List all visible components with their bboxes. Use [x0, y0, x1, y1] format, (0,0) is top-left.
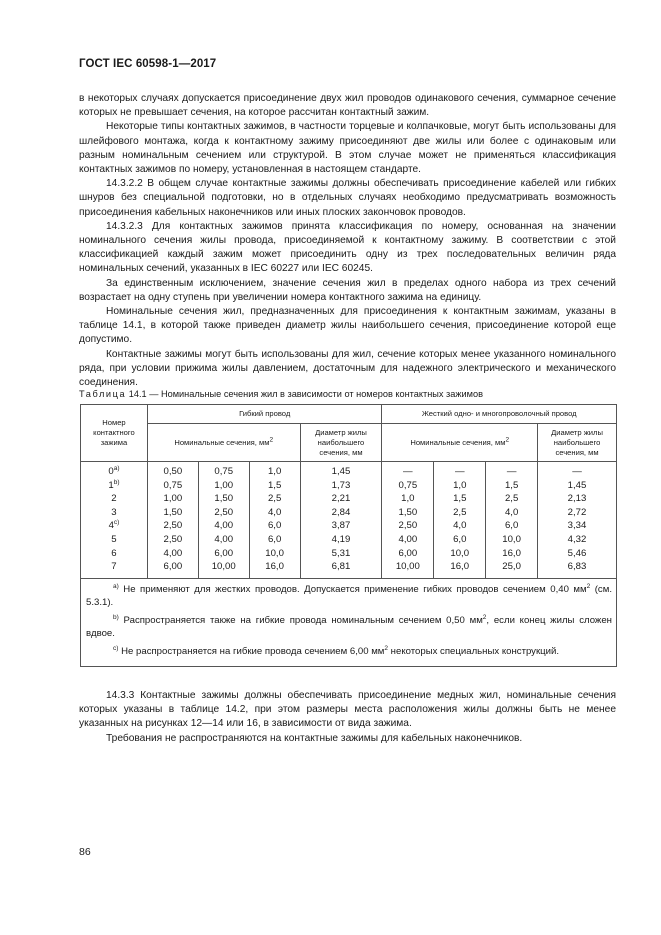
paragraph: 14.3.3 Контактные зажимы должны обеспечивать присоединение медных жил, номинальные сечения которых указаны в таблице 14.2, при этом размеры места расположения жилы должны быть не менее указанных на рисунках 12—14 или 16, в зависимости от вида зажима. — [79, 690, 616, 730]
cell-rigid-section: — — [382, 462, 434, 479]
table-caption-label: Таблица — [79, 389, 127, 399]
paragraph: в некоторых случаях допускается присоединение двух жил проводов одинакового сечения, суммарное сечение которых не превышает сечения, на которое рассчитан контактный зажим. — [79, 93, 616, 119]
cell-rigid-section: 6,00 — [382, 547, 434, 561]
page-number: 86 — [79, 846, 91, 858]
terminal-number: 3 — [111, 506, 117, 518]
footnote-exponent: 2 — [384, 644, 389, 652]
cell-terminal-number — [81, 547, 148, 561]
cell-rigid-section: — — [434, 462, 486, 479]
table-row — [81, 492, 617, 506]
cell-rigid-section: 1,5 — [434, 492, 486, 506]
cell-rigid-section: 4,00 — [382, 533, 434, 547]
cell-flex-section: 2,50 — [198, 506, 249, 520]
cell-flex-section: 10,00 — [198, 560, 249, 578]
table-caption — [79, 389, 483, 399]
table-row — [81, 519, 617, 533]
cell-flex-section: 10,0 — [249, 547, 300, 561]
cell-rigid-section: 1,50 — [382, 506, 434, 520]
cell-terminal-number — [81, 506, 148, 520]
cell-rigid-diameter: 1,45 — [538, 479, 617, 493]
header-flex-nominal-text: Номинальные сечения, мм — [174, 437, 270, 447]
paragraph: Контактные зажимы могут быть использованы для жил, сечение которых менее указанного номинального ряда, при условии прижима жилы давлением, достаточным для надежного электрического и механического соединения. — [79, 348, 616, 389]
cell-rigid-section: 10,0 — [486, 533, 538, 547]
cell-rigid-section: 2,5 — [486, 492, 538, 506]
footnote-marker: b) — [113, 613, 119, 621]
cell-flex-section: 4,00 — [198, 519, 249, 533]
cell-flex-section: 1,50 — [198, 492, 249, 506]
cell-rigid-diameter: 3,34 — [538, 519, 617, 533]
document-header: ГОСТ IEC 60598-1—2017 — [79, 58, 217, 70]
cell-flex-section: 1,00 — [147, 492, 198, 506]
table-row — [81, 506, 617, 520]
table-row — [81, 479, 617, 493]
cell-flex-section: 6,00 — [198, 547, 249, 561]
footnote-exponent: 2 — [586, 582, 591, 590]
terminal-number: 4 — [108, 520, 114, 532]
footnote-marker: c) — [113, 519, 120, 527]
cell-rigid-diameter: — — [538, 462, 617, 479]
cell-flex-diameter: 4,19 — [300, 533, 382, 547]
footnote-text: , если конец жилы сложен вдвое. — [86, 614, 612, 639]
cell-flex-diameter: 1,45 — [300, 462, 382, 479]
cell-flex-section: 16,0 — [249, 560, 300, 578]
paragraph: За единственным исключением, значение сечения жил в пределах одного набора из трех сечений возрастает на одну ступень при увеличении номера контактного зажима на единицу. — [79, 277, 616, 303]
footnote-text: некоторых специальных конструкций. — [388, 645, 560, 657]
cell-rigid-diameter: 5,46 — [538, 547, 617, 561]
table-caption-text: 14.1 — Номинальные сечения жил в зависимости от номеров контактных зажимов — [126, 389, 483, 399]
cell-flex-section: 6,0 — [249, 519, 300, 533]
cell-rigid-section: 2,50 — [382, 519, 434, 533]
footnote-c — [86, 645, 612, 658]
header-rigid-diameter: Диаметр жилы наибольшего сечения, мм — [538, 424, 617, 462]
footnote-text: Не распространяется на гибкие провода сечением 6,00 мм — [118, 645, 385, 657]
header-rigid-nominal — [382, 424, 538, 462]
cell-rigid-section: 4,0 — [486, 506, 538, 520]
cell-flex-section: 0,75 — [147, 479, 198, 493]
cell-rigid-section: 16,0 — [486, 547, 538, 561]
cell-terminal-number — [81, 492, 148, 506]
cell-rigid-section: 2,5 — [434, 506, 486, 520]
cell-terminal-number — [81, 462, 148, 479]
table-row — [81, 547, 617, 561]
cell-terminal-number — [81, 519, 148, 533]
cell-flex-section: 1,5 — [249, 479, 300, 493]
footnote-marker: c) — [113, 644, 119, 652]
table-row — [81, 462, 617, 479]
cell-flex-diameter: 3,87 — [300, 519, 382, 533]
cell-rigid-diameter: 2,72 — [538, 506, 617, 520]
cell-terminal-number — [81, 560, 148, 578]
table-row — [81, 560, 617, 578]
cell-rigid-section: 16,0 — [434, 560, 486, 578]
cell-flex-diameter: 2,84 — [300, 506, 382, 520]
footnote-text: (см. 5.3.1). — [86, 583, 612, 608]
cell-flex-section: 1,50 — [147, 506, 198, 520]
paragraph: 14.3.2.2 В общем случае контактные зажимы должны обеспечивать присоединение кабелей или гибких шнуров без специальной подготовки, но в отдельных случаях необходимо предусматривать возможность присоединения кабельных наконечников или иных плоских закончовок проводов. — [79, 178, 616, 218]
cell-rigid-diameter: 2,13 — [538, 492, 617, 506]
terminal-number: 6 — [111, 547, 117, 559]
unit-exponent: 2 — [505, 435, 510, 443]
cross-section-table — [80, 404, 617, 667]
cell-terminal-number — [81, 533, 148, 547]
cell-flex-diameter: 5,31 — [300, 547, 382, 561]
cell-flex-section: 6,00 — [147, 560, 198, 578]
cell-flex-section: 2,5 — [249, 492, 300, 506]
terminal-number: 7 — [111, 561, 117, 573]
cell-flex-diameter: 1,73 — [300, 479, 382, 493]
cell-rigid-section: 1,0 — [434, 479, 486, 493]
header-flex-nominal — [147, 424, 300, 462]
cell-flex-section: 4,00 — [198, 533, 249, 547]
header-rigid: Жесткий одно- и многопроволочный провод — [382, 405, 617, 424]
table-footnotes — [81, 578, 617, 666]
body-text-top — [79, 92, 616, 390]
header-rigid-nominal-text: Номинальные сечения, мм — [410, 437, 506, 447]
cell-rigid-section: 1,0 — [382, 492, 434, 506]
footnote-a — [86, 583, 612, 609]
cell-flex-section: 6,0 — [249, 533, 300, 547]
terminal-number: 1 — [108, 479, 114, 491]
terminal-number: 0 — [108, 466, 114, 477]
footnote-marker: a) — [113, 464, 120, 472]
unit-exponent: 2 — [269, 435, 274, 443]
terminal-number: 5 — [111, 533, 117, 545]
paragraph: 14.3.2.3 Для контактных зажимов принята классификация по номеру, основанная на значении номинального сечения жилы провода, присоединяемой к контактному зажиму. В соответствии с этой классификацией каждый зажим может присоединить одну из трех последовательных величин ряда номинальных сечений, указанных в IEC 60227 или IEC 60245. — [79, 220, 616, 275]
cell-flex-section: 1,0 — [249, 462, 300, 479]
header-terminal-number: Номер контактного зажима — [81, 405, 148, 462]
cell-flex-section: 1,00 — [198, 479, 249, 493]
cell-flex-diameter: 2,21 — [300, 492, 382, 506]
cell-rigid-section: 10,00 — [382, 560, 434, 578]
cell-flex-section: 0,50 — [147, 462, 198, 479]
footnote-marker: b) — [113, 478, 120, 486]
cell-rigid-section: 0,75 — [382, 479, 434, 493]
cell-flex-section: 4,00 — [147, 547, 198, 561]
paragraph: Некоторые типы контактных зажимов, в частности торцевые и колпачковые, могут быть использованы для шлейфового монтажа, когда к контактному зажиму присоединяют две жилы или более с одинаковым или разным номинальным сечением или структурой. В этом случае может не применяться классификация контактных зажимов по номеру, установленная в настоящем стандарте. — [79, 121, 616, 176]
body-text-bottom — [79, 689, 616, 746]
cell-rigid-diameter: 6,83 — [538, 560, 617, 578]
footnote-text: Не применяют для жестких проводов. Допускается применение гибких проводов сечением 0,40 мм — [118, 583, 587, 595]
cell-rigid-section: 10,0 — [434, 547, 486, 561]
cell-flex-section: 4,0 — [249, 506, 300, 520]
cell-rigid-section: 1,5 — [486, 479, 538, 493]
cell-rigid-section: 6,0 — [486, 519, 538, 533]
cell-rigid-section: — — [486, 462, 538, 479]
footnote-b — [86, 614, 612, 640]
footnote-exponent: 2 — [482, 613, 487, 621]
terminal-number: 2 — [111, 493, 117, 505]
table-row — [81, 533, 617, 547]
cell-flex-section: 2,50 — [147, 533, 198, 547]
header-flexible: Гибкий провод — [147, 405, 382, 424]
footnote-marker: a) — [113, 582, 119, 590]
cell-flex-diameter: 6,81 — [300, 560, 382, 578]
paragraph: Требования не распространяются на контактные зажимы для кабельных наконечников. — [106, 732, 523, 744]
cell-terminal-number — [81, 479, 148, 493]
cell-rigid-diameter: 4,32 — [538, 533, 617, 547]
cell-flex-section: 0,75 — [198, 462, 249, 479]
cell-flex-section: 2,50 — [147, 519, 198, 533]
cell-rigid-section: 25,0 — [486, 560, 538, 578]
paragraph: Номинальные сечения жил, предназначенных для присоединения к контактным зажимам, указаны в таблице 14.1, в которой также приведен диаметр жилы наибольшего сечения, присоединение которой еще допустимо. — [79, 306, 616, 346]
cell-rigid-section: 4,0 — [434, 519, 486, 533]
cell-rigid-section: 6,0 — [434, 533, 486, 547]
header-flex-diameter: Диаметр жилы наибольшего сечения, мм — [300, 424, 382, 462]
footnote-text: Распространяется также на гибкие провода номинальным сечением 0,50 мм — [118, 614, 483, 626]
